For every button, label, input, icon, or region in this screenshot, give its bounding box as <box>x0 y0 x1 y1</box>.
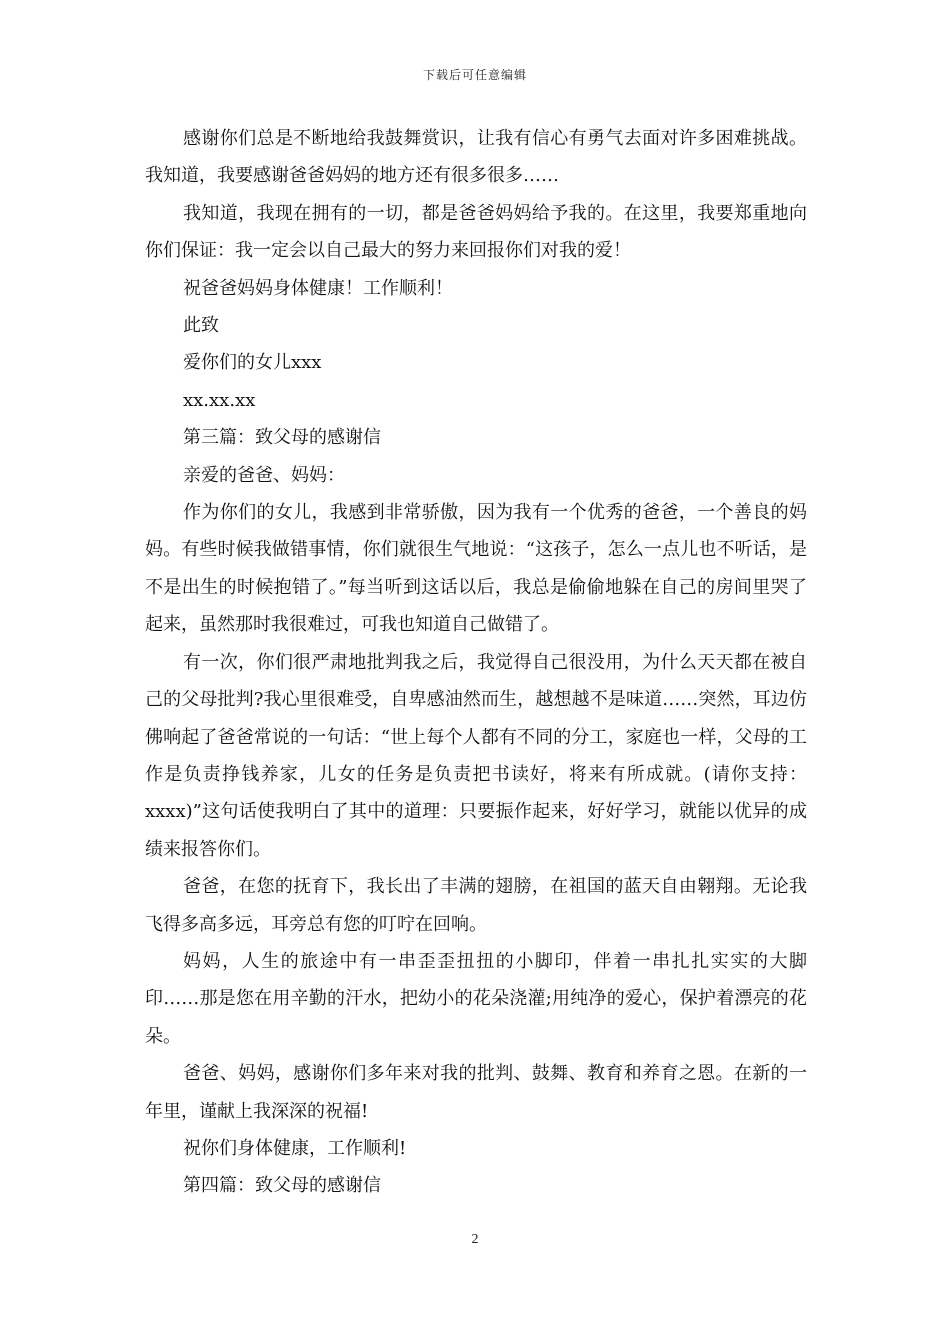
paragraph: 有一次，你们很严肃地批判我之后，我觉得自己很没用，为什么天天都在被自己的父母批判?我心里很难受，自卑感油然而生，越想越不是味道……突然，耳边仿佛响起了爸爸常说的一句话：“世上每个人都有不同的分工，家庭也一样，父母的工作是负责挣钱养家，儿女的任务是负责把书读好，将来有所成就。(请你支持：xxxx)”这句话使我明白了其中的道理：只要振作起来，好好学习，就能以优异的成绩来报答你们。 <box>145 651 807 860</box>
paragraph: 作为你们的女儿，我感到非常骄傲，因为我有一个优秀的爸爸，一个善良的妈妈。有些时候我做错事情，你们就很生气地说：“这孩子，怎么一点儿也不听话，是不是出生的时候抱错了。”每当听到这话以后，我总是偷偷地躲在自己的房间里哭了起来，虽然那时我很难过，可我也知道自己做错了。 <box>145 502 807 636</box>
paragraph: 我知道，我现在拥有的一切，都是爸爸妈妈给予我的。在这里，我要郑重地向你们保证：我一定会以自己最大的努力来回报你们对我的爱！ <box>145 202 807 262</box>
paragraph: 祝你们身体健康，工作顺利! <box>183 1137 407 1159</box>
paragraph: 感谢你们总是不断地给我鼓舞赏识，让我有信心有勇气去面对许多困难挑战。我知道，我要感谢爸爸妈妈的地方还有很多很多…… <box>145 128 807 187</box>
salutation-closing: 此致 <box>183 315 219 337</box>
paragraph: 祝爸爸妈妈身体健康！工作顺利！ <box>183 277 453 299</box>
section-title: 第四篇：致父母的感谢信 <box>183 1175 381 1197</box>
paragraph: 爸爸、妈妈，感谢你们多年来对我的批判、鼓舞、教育和养育之恩。在新的一年里，谨献上我深深的祝福! <box>145 1063 807 1122</box>
paragraph: 妈妈，人生的旅途中有一串歪歪扭扭的小脚印，伴着一串扎扎实实的大脚印……那是您在用辛勤的汗水，把幼小的花朵浇灌;用纯净的爱心，保护着漂亮的花朵。 <box>145 950 807 1047</box>
document-body <box>145 120 807 1205</box>
paragraph: 爸爸，在您的抚育下，我长出了丰满的翅膀，在祖国的蓝天自由翱翔。无论我飞得多高多远，耳旁总有您的叮咛在回响。 <box>145 876 807 935</box>
section-title: 第三篇：致父母的感谢信 <box>183 427 381 449</box>
page-number: 2 <box>471 1232 479 1247</box>
greeting-line: 亲爱的爸爸、妈妈： <box>183 464 345 486</box>
page-header: 下载后可任意编辑 <box>422 68 527 82</box>
signature-line: 爱你们的女儿xxx <box>183 352 322 374</box>
date-line: xx.xx.xx <box>183 389 256 411</box>
